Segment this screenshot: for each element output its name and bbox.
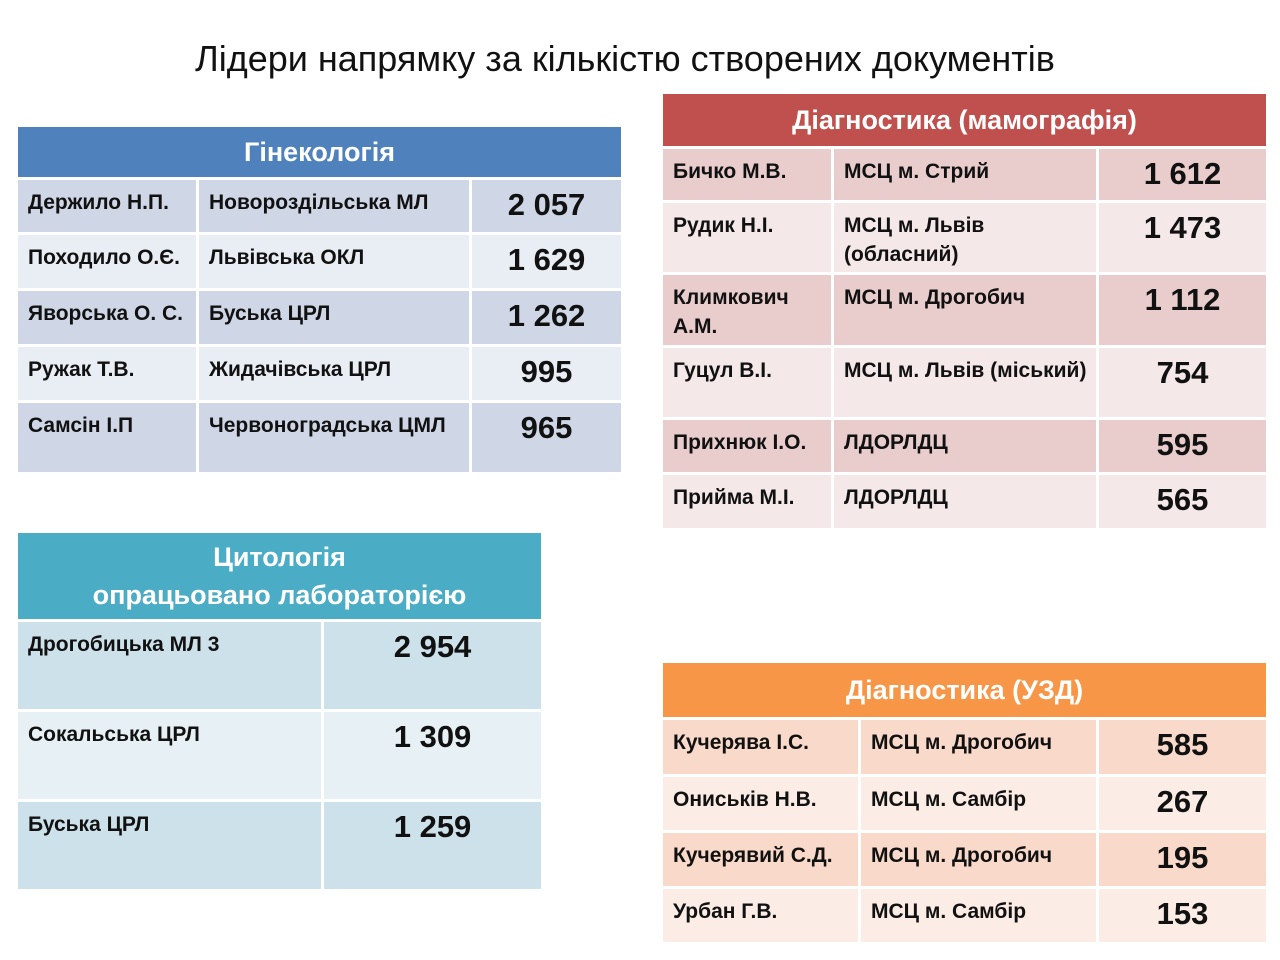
- institution-name: Червоноградська ЦМЛ: [198, 402, 471, 474]
- institution-name: Буська ЦРЛ: [198, 290, 471, 346]
- doctor-name: Климкович А.М.: [662, 274, 833, 347]
- table-row: [662, 274, 1268, 347]
- institution-name: МСЦ м. Львів (міський): [833, 347, 1098, 419]
- doctor-name: Кучерява І.С.: [662, 719, 860, 776]
- institution-name: МСЦ м. Дрогобич: [860, 719, 1098, 776]
- document-count: 153: [1098, 888, 1268, 944]
- doctor-name: Ониськів Н.В.: [662, 776, 860, 832]
- document-count: 1 309: [323, 711, 543, 801]
- lab-name: Дрогобицька МЛ 3: [17, 621, 323, 711]
- lab-name: Буська ЦРЛ: [17, 801, 323, 891]
- table-row: [662, 776, 1268, 832]
- document-count: 965: [471, 402, 623, 474]
- cytology-header: [17, 532, 543, 621]
- document-count: 1 612: [1098, 148, 1268, 202]
- institution-name: Львівська ОКЛ: [198, 234, 471, 290]
- table-row: [662, 202, 1268, 274]
- document-count: 2 954: [323, 621, 543, 711]
- cytology-header-line2: опрацьовано лабораторією: [92, 580, 467, 610]
- institution-name: МСЦ м. Львів (обласний): [833, 202, 1098, 274]
- document-count: 267: [1098, 776, 1268, 832]
- document-count: 565: [1098, 474, 1268, 530]
- institution-name: Жидачівська ЦРЛ: [198, 346, 471, 402]
- table-row: [17, 234, 623, 290]
- table-row: [662, 419, 1268, 474]
- document-count: 2 057: [471, 179, 623, 234]
- table-row: [17, 801, 543, 891]
- institution-name: МСЦ м. Стрий: [833, 148, 1098, 202]
- doctor-name: Самсін І.П: [17, 402, 198, 474]
- document-count: 195: [1098, 832, 1268, 888]
- doctor-name: Урбан Г.В.: [662, 888, 860, 944]
- doctor-name: Ружак Т.В.: [17, 346, 198, 402]
- table-row: [17, 290, 623, 346]
- cytology-table: [15, 530, 544, 892]
- doctor-name: Кучерявий С.Д.: [662, 832, 860, 888]
- table-row: [662, 832, 1268, 888]
- table-row: [17, 402, 623, 474]
- lab-name: Сокальська ЦРЛ: [17, 711, 323, 801]
- table-row: [662, 474, 1268, 530]
- table-row: [17, 621, 543, 711]
- doctor-name: Бичко М.В.: [662, 148, 833, 202]
- doctor-name: Прийма М.І.: [662, 474, 833, 530]
- doctor-name: Походило О.Є.: [17, 234, 198, 290]
- institution-name: ЛДОРЛДЦ: [833, 419, 1098, 474]
- mammography-header: Діагностика (мамографія): [662, 93, 1268, 148]
- document-count: 1 262: [471, 290, 623, 346]
- document-count: 1 629: [471, 234, 623, 290]
- doctor-name: Гуцул В.І.: [662, 347, 833, 419]
- document-count: 1 473: [1098, 202, 1268, 274]
- document-count: 1 112: [1098, 274, 1268, 347]
- doctor-name: Яворська О. С.: [17, 290, 198, 346]
- table-row: [662, 148, 1268, 202]
- institution-name: МСЦ м. Дрогобич: [860, 832, 1098, 888]
- institution-name: МСЦ м. Самбір: [860, 776, 1098, 832]
- document-count: 1 259: [323, 801, 543, 891]
- table-row: [662, 888, 1268, 944]
- mammography-table: [660, 91, 1269, 531]
- cytology-header-line1: Цитологія: [213, 542, 346, 572]
- doctor-name: Рудик Н.І.: [662, 202, 833, 274]
- document-count: 995: [471, 346, 623, 402]
- institution-name: Новороздільська МЛ: [198, 179, 471, 234]
- ultrasound-table: [660, 660, 1269, 945]
- table-row: [662, 347, 1268, 419]
- table-row: [17, 179, 623, 234]
- doctor-name: Держило Н.П.: [17, 179, 198, 234]
- table-row: [17, 711, 543, 801]
- gynecology-table: [15, 124, 624, 475]
- document-count: 595: [1098, 419, 1268, 474]
- gynecology-header: Гінекологія: [17, 126, 623, 179]
- page-title: Лідери напрямку за кількістю створених документів: [195, 38, 1055, 79]
- document-count: 754: [1098, 347, 1268, 419]
- institution-name: МСЦ м. Самбір: [860, 888, 1098, 944]
- institution-name: МСЦ м. Дрогобич: [833, 274, 1098, 347]
- ultrasound-header: Діагностика (УЗД): [662, 662, 1268, 719]
- table-row: [17, 346, 623, 402]
- doctor-name: Прихнюк І.О.: [662, 419, 833, 474]
- table-row: [662, 719, 1268, 776]
- document-count: 585: [1098, 719, 1268, 776]
- institution-name: ЛДОРЛДЦ: [833, 474, 1098, 530]
